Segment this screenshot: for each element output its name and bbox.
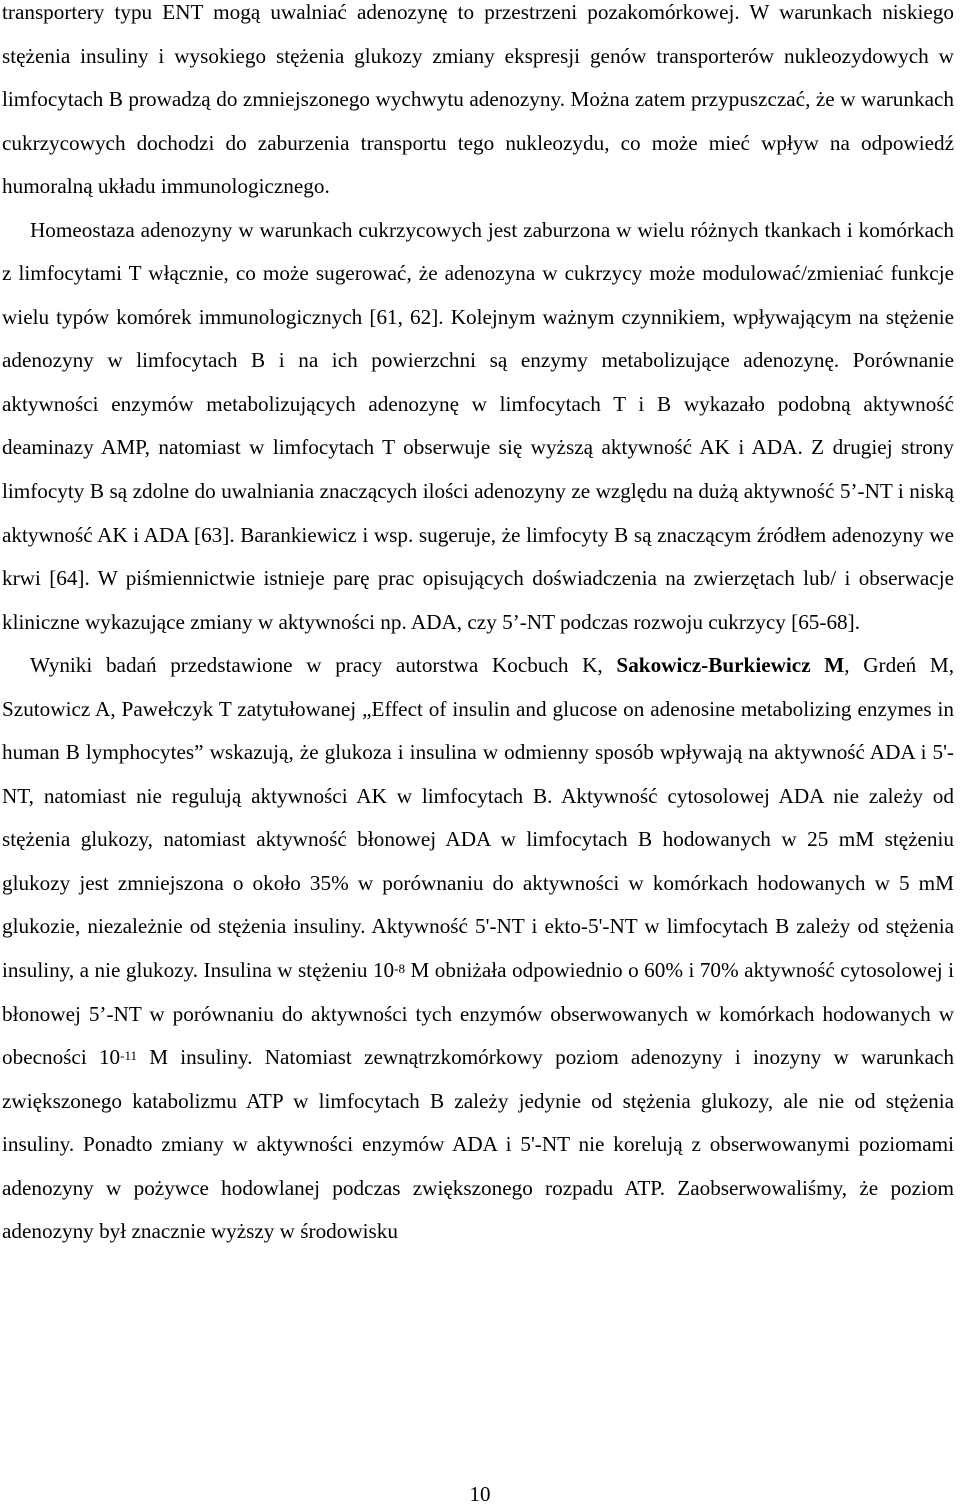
paragraph-3-text-start: Wyniki badań przedstawione w pracy autorstwa Kocbuch K, bbox=[30, 653, 617, 678]
exponent-2: -11 bbox=[120, 1048, 137, 1064]
paragraph-2: Homeostaza adenozyny w warunkach cukrzycowych jest zaburzona w wielu różnych tkankach i komórkach z limfocytami T włącznie, co może sugerować, że adenozyna w cukrzycy może modulować/zmieniać funkcje wielu typów komórek immunologicznych [61, 62]. Kolejnym ważnym czynnikiem, wpływającym na stężenie adenozyny w limfocytach B i na ich powierzchni są enzymy metabolizujące adenozynę. Porównanie aktywności enzymów metabolizujących adenozynę w limfocytach T i B wykazało podobną aktywność deaminazy AMP, natomiast w limfocytach T obserwuje się wyższą aktywność AK i ADA. Z drugiej strony limfocyty B są zdolne do uwalniania znaczących ilości adenozyny ze względu na dużą aktywność 5’-NT i niską aktywność AK i ADA [63]. Barankiewicz i wsp. sugeruje, że limfocyty B są znaczącym źródłem adenozyny we krwi [64]. W piśmiennictwie istnieje parę prac opisujących doświadczenia na zwierzętach lub/ i obserwacje kliniczne wykazujące zmiany w aktywności np. ADA, czy 5’-NT podczas rozwoju cukrzycy [65-68]. bbox=[2, 217, 954, 634]
paragraph-1: transportery typu ENT mogą uwalniać adenozynę to przestrzeni pozakomórkowej. W warunkach niskiego stężenia insuliny i wysokiego stężenia glukozy zmiany ekspresji genów transporterów nukleozydowych w limfocytach B prowadzą do zmniejszonego wychwytu adenozyny. Można zatem przypuszczać, że w warunkach cukrzycowych dochodzi do zaburzenia transportu tego nukleozydu, co może mieć wpływ na odpowiedź humoralną układu immunologicznego. bbox=[2, 0, 954, 199]
page-number: 10 bbox=[469, 1482, 491, 1506]
body-text bbox=[2, 0, 954, 1254]
paragraph-3-text-end: M insuliny. Natomiast zewnątrzkomórkowy poziom adenozyny i inozyny w warunkach zwiększonego katabolizmu ATP w limfocytach B zależy jedynie od stężenia glukozy, ale nie od stężenia insuliny. Ponadto zmiany w aktywności enzymów ADA i 5'-NT nie korelują z obserwowanymi poziomami adenozyny w pożywce hodowlanej podczas zwiększonego rozpadu ATP. Zaobserwowaliśmy, że poziom adenozyny był znacznie wyższy w środowisku bbox=[2, 1045, 954, 1244]
paragraph-3-text-main: , Grdeń M, Szutowicz A, Pawełczyk T zatytułowanej „Effect of insulin and glucose on adenosine metabolizing enzymes in human B lymphocytes” wskazują, że glukoza i insulina w odmienny sposób wpływają na aktywność ADA i 5'-NT, natomiast nie regulują aktywności AK w limfocytach B. Aktywność cytosolowej ADA nie zależy od stężenia glukozy, natomiast aktywność błonowej ADA w limfocytach B hodowanych w 25 mM stężeniu glukozy jest zmniejszona o około 35% w porównaniu do aktywności w komórkach hodowanych w 5 mM glukozie, niezależnie od stężenia insuliny. Aktywność 5'-NT i ekto-5'-NT w limfocytach B zależy od stężenia insuliny, a nie glukozy. Insulina w stężeniu 10 bbox=[2, 653, 955, 983]
author-name-bold: Sakowicz-Burkiewicz M bbox=[616, 653, 845, 678]
paragraph-3 bbox=[2, 644, 954, 1254]
paragraph-3-text-mid: M obniżała odpowiednio o 60% i 70% aktywność cytosolowej i błonowej 5’-NT w porównaniu do aktywności tych enzymów obserwowanych w komórkach hodowanych w obecności 10 bbox=[2, 958, 954, 1070]
exponent-1: -8 bbox=[394, 961, 405, 977]
